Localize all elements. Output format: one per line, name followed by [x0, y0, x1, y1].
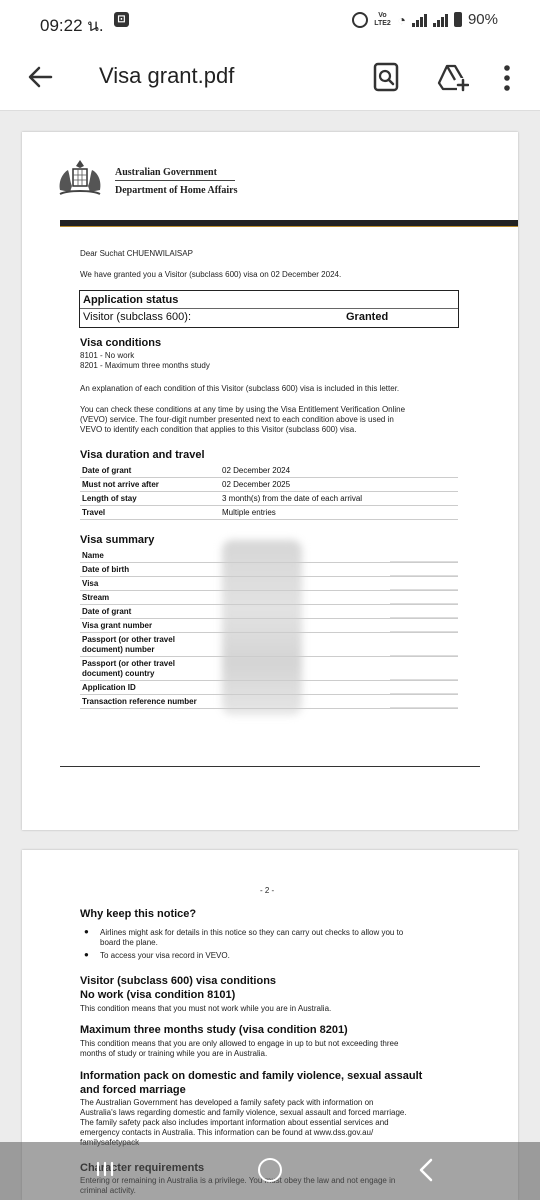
- notification-app-icon: ⊡: [114, 12, 129, 27]
- status-box-title: Application status: [83, 294, 179, 306]
- row-value: Multiple entries: [222, 508, 276, 517]
- coat-of-arms-icon: [54, 156, 106, 198]
- document-title: Visa grant.pdf: [99, 63, 235, 88]
- row-value: 02 December 2024: [222, 466, 291, 475]
- nav-back-icon[interactable]: [417, 1158, 435, 1182]
- signal-2-icon: [433, 13, 448, 27]
- table-row: [80, 491, 458, 506]
- summary-row: [80, 694, 458, 709]
- row-key: Date of grant: [82, 466, 132, 475]
- table-row: [80, 463, 458, 478]
- home-icon[interactable]: [258, 1158, 282, 1182]
- summary-key-line: Visa grant number: [82, 621, 153, 630]
- summary-key: [82, 565, 129, 575]
- study-title: Maximum three months study (visa condition 8201): [80, 1024, 348, 1036]
- summary-row: [80, 604, 458, 619]
- summary-key-line: document) number: [82, 645, 155, 654]
- summary-key-line: Visa: [82, 579, 99, 588]
- summary-key-line: Date of birth: [82, 565, 130, 574]
- summary-row: [80, 680, 458, 695]
- more-vert-icon[interactable]: [502, 64, 512, 92]
- explanation-text: An explanation of each condition of this Visitor (subclass 600) visa is included in this letter.: [80, 384, 400, 393]
- summary-key: [82, 635, 175, 655]
- system-nav-bar: [0, 1142, 540, 1200]
- summary-row: [80, 632, 458, 657]
- table-row: [80, 505, 458, 520]
- vevo-text-line: (VEVO) service. The four-digit number presented next to each condition above is used in: [80, 415, 394, 424]
- summary-row: [80, 548, 458, 563]
- summary-key-line: Application ID: [82, 683, 136, 692]
- info-text-line: The Australian Government has developed a family safety pack with information on: [80, 1098, 374, 1107]
- row-key: Travel: [82, 508, 106, 517]
- status-time: 09:22 น.: [40, 16, 104, 35]
- summary-key: [82, 697, 197, 707]
- gov-name: Australian Government: [115, 167, 217, 178]
- conditions-title: Visa conditions: [80, 337, 162, 349]
- status-bar: [0, 0, 540, 44]
- add-to-drive-icon[interactable]: [437, 62, 469, 92]
- duration-title: Visa duration and travel: [80, 449, 205, 461]
- bullet-text: board the plane.: [100, 938, 158, 947]
- dept-name: Department of Home Affairs: [115, 185, 238, 196]
- salutation: Dear Suchat CHUENWILAISAP: [80, 249, 193, 258]
- battery-percent: 90%: [467, 11, 498, 28]
- signal-1-icon: [412, 13, 427, 27]
- summary-row: [80, 562, 458, 577]
- condition-item: 8201 - Maximum three months study: [80, 361, 210, 370]
- study-text-line: months of study or training while you are in Australia.: [80, 1049, 268, 1058]
- summary-key: [82, 659, 175, 679]
- header-divider: [115, 180, 235, 181]
- row-key: Length of stay: [82, 494, 137, 503]
- summary-row: [80, 590, 458, 605]
- conditions-section-title: Visitor (subclass 600) visa conditions: [80, 975, 277, 987]
- status-box-value: Granted: [346, 311, 389, 323]
- summary-key-line: Transaction reference number: [82, 697, 197, 706]
- status-box-label: Visitor (subclass 600):: [83, 311, 192, 323]
- summary-key: [82, 551, 104, 561]
- app-bar: [0, 44, 540, 111]
- alarm-icon: [352, 12, 368, 28]
- summary-key-line: document) country: [82, 669, 155, 678]
- pdf-page-1[interactable]: [22, 132, 518, 830]
- summary-row: [80, 576, 458, 591]
- bullet-icon: ●: [84, 927, 89, 936]
- no-work-title: No work (visa condition 8101): [80, 989, 236, 1001]
- summary-key: [82, 621, 152, 631]
- application-status-box: [79, 290, 459, 328]
- volte-indicator: Vo LTE2: [374, 11, 391, 27]
- vevo-text-line: You can check these conditions at any time by using the Visa Entitlement Verification Online: [80, 405, 406, 414]
- summary-value-rule: [390, 707, 458, 708]
- vevo-text-line: VEVO to identify each condition that applies to this Visitor (subclass 600) visa.: [80, 425, 357, 434]
- battery-icon: [454, 12, 462, 27]
- no-work-text: This condition means that you must not work while you are in Australia.: [80, 1004, 332, 1013]
- summary-key: [82, 579, 98, 589]
- summary-key: [82, 593, 109, 603]
- wifi-icon: ◔: [397, 11, 406, 28]
- grant-line: We have granted you a Visitor (subclass 600) visa on 02 December 2024.: [80, 270, 342, 279]
- study-text-line: This condition means that you are only allowed to engage in up to but not exceeding three: [80, 1039, 399, 1048]
- info-title-line: Information pack on domestic and family violence, sexual assault: [80, 1070, 423, 1082]
- summary-row: [80, 618, 458, 633]
- back-arrow-icon[interactable]: [25, 62, 55, 92]
- info-title-line: and forced marriage: [80, 1084, 186, 1096]
- find-in-document-icon[interactable]: [372, 62, 400, 92]
- summary-key-line: Passport (or other travel: [82, 659, 175, 668]
- page-end-rule: [60, 766, 480, 767]
- status-right-cluster: [352, 11, 499, 28]
- summary-row: [80, 656, 458, 681]
- info-text-line: The family safety pack also includes important information about essential services and: [80, 1118, 389, 1127]
- row-key: Must not arrive after: [82, 480, 159, 489]
- info-text-line: emergency contacts in Australia. This information can be found at www.dss.gov.au/: [80, 1128, 374, 1137]
- bullet-text: Airlines might ask for details in this notice so they can carry out checks to allow you to: [100, 928, 404, 937]
- condition-item: 8101 - No work: [80, 351, 135, 360]
- summary-key-line: Passport (or other travel: [82, 635, 175, 644]
- page-number: - 2 -: [260, 886, 275, 895]
- info-text-line: Australia's laws regarding domestic and family violence, sexual assault and forced marriage.: [80, 1108, 407, 1117]
- row-value: 02 December 2025: [222, 480, 291, 489]
- summary-title: Visa summary: [80, 534, 155, 546]
- status-box-divider: [80, 308, 458, 309]
- summary-key-line: Stream: [82, 593, 110, 602]
- why-title: Why keep this notice?: [80, 908, 197, 920]
- header-band-accent: [60, 226, 518, 227]
- summary-key-line: Date of grant: [82, 607, 132, 616]
- row-value: 3 month(s) from the date of each arrival: [222, 494, 363, 503]
- bullet-icon: ●: [84, 950, 89, 959]
- bullet-text: To access your visa record in VEVO.: [100, 951, 230, 960]
- recents-icon[interactable]: [95, 1160, 115, 1178]
- table-row: [80, 477, 458, 492]
- summary-key-line: Name: [82, 551, 104, 560]
- summary-key: [82, 683, 136, 693]
- summary-key: [82, 607, 131, 617]
